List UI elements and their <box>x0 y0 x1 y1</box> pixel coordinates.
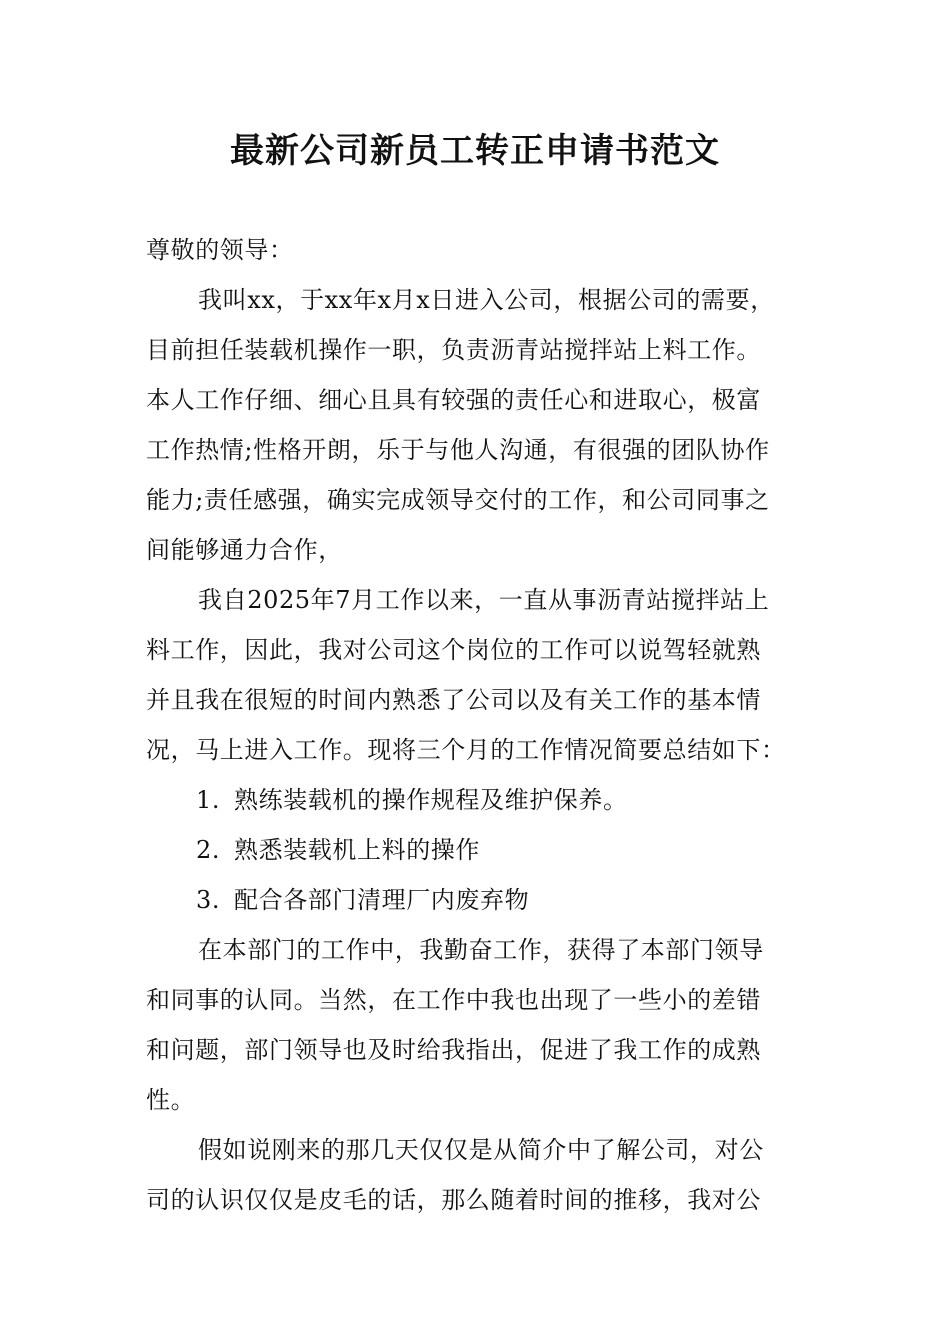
paragraph-1-line-1: 我叫xx，于xx年x月x日进入公司，根据公司的需要， <box>198 286 775 314</box>
paragraph-3-line-2: 和同事的认同。当然，在工作中我也出现了一些小的差错 <box>146 986 761 1014</box>
paragraph-4-line-2: 司的认识仅仅是皮毛的话，那么随着时间的推移，我对公 <box>146 1186 761 1214</box>
document-title: 最新公司新员工转正申请书范文 <box>230 131 720 171</box>
paragraph-4-line-1: 假如说刚来的那几天仅仅是从简介中了解公司，对公 <box>198 1136 764 1164</box>
list-item-number: 1. <box>196 786 221 814</box>
list-item <box>146 875 816 925</box>
paragraph-2-line-2: 料工作，因此，我对公司这个岗位的工作可以说驾轻就熟 <box>146 636 761 664</box>
list-item-number: 3. <box>196 886 221 914</box>
paragraph-1-line-6: 间能够通力合作， <box>146 536 343 564</box>
paragraph-3-line-4: 性。 <box>146 1086 196 1114</box>
salutation: 尊敬的领导： <box>146 236 294 264</box>
paragraph-1-line-2: 目前担任装载机操作一职，负责沥青站搅拌站上料工作。 <box>146 336 761 364</box>
paragraph-1-line-3: 本人工作仔细、细心且具有较强的责任心和进取心，极富 <box>146 386 761 414</box>
list-item-text: 配合各部门清理厂内废弃物 <box>234 886 530 914</box>
list-item-number: 2. <box>196 836 221 864</box>
list-item-text: 熟练装载机的操作规程及维护保养。 <box>234 786 628 814</box>
paragraph-1-line-5: 能力;责任感强，确实完成领导交付的工作，和公司同事之 <box>146 486 770 514</box>
document-body <box>146 225 816 1225</box>
paragraph-2-line-3: 并且我在很短的时间内熟悉了公司以及有关工作的基本情 <box>146 686 761 714</box>
paragraph-3-line-1: 在本部门的工作中，我勤奋工作，获得了本部门领导 <box>198 936 764 964</box>
list-item <box>146 775 816 825</box>
list-item <box>146 825 816 875</box>
list-item-text: 熟悉装载机上料的操作 <box>234 836 480 864</box>
paragraph-3-line-3: 和问题，部门领导也及时给我指出，促进了我工作的成熟 <box>146 1036 761 1064</box>
paragraph-2-line-4: 况，马上进入工作。现将三个月的工作情况简要总结如下： <box>146 736 786 764</box>
paragraph-1-line-4: 工作热情;性格开朗，乐于与他人沟通，有很强的团队协作 <box>146 436 770 464</box>
paragraph-2-line-1: 我自2025年7月工作以来，一直从事沥青站搅拌站上 <box>198 586 770 614</box>
